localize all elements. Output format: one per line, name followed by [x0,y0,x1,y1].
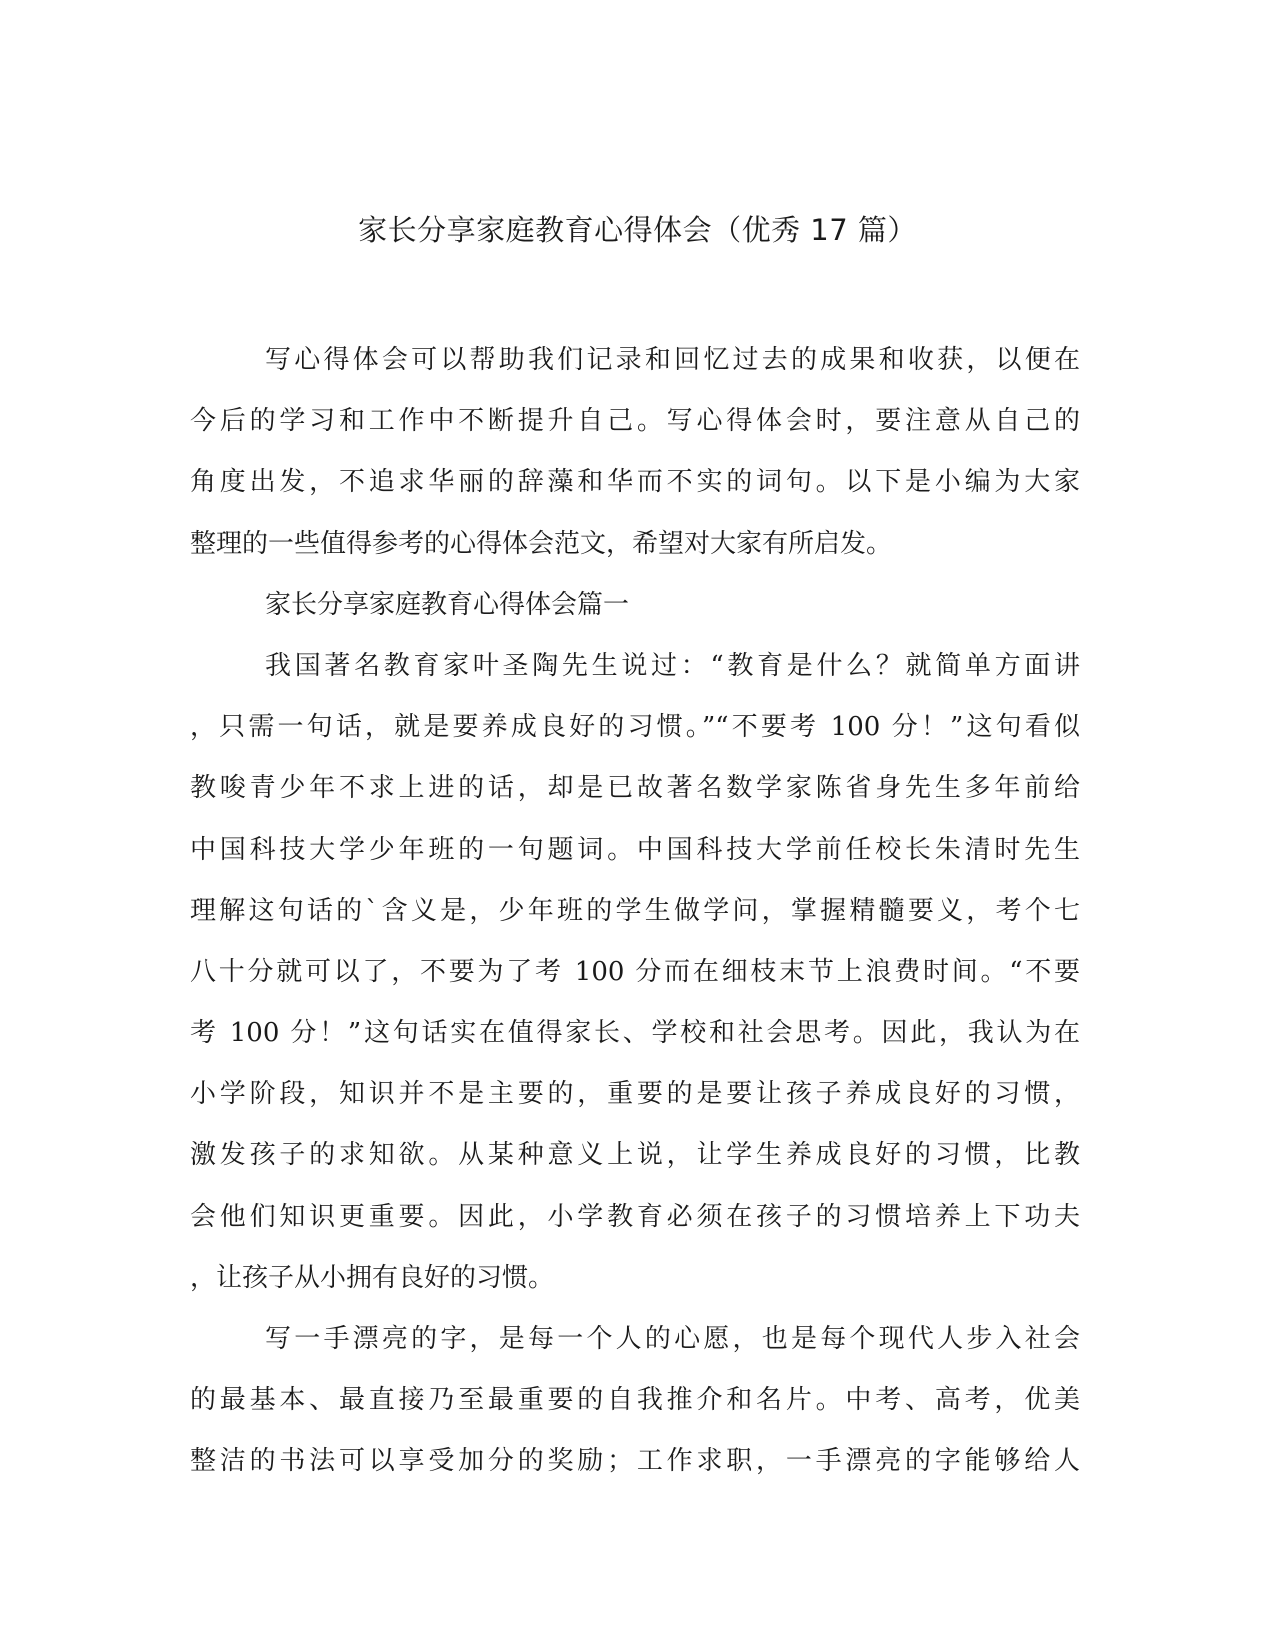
paragraph-line: 教唆青少年不求上进的话，却是已故著名数学家陈省身先生多年前给 [190,773,1080,804]
paragraph-line: 中国科技大学少年班的一句题词。中国科技大学前任校长朱清时先生 [190,834,1080,865]
paragraph-line: 小学阶段，知识并不是主要的，重要的是要让孩子养成良好的习惯， [190,1079,1080,1110]
paragraph-line: 考 100 分！”这句话实在值得家长、学校和社会思考。因此，我认为在 [190,1018,1080,1049]
paragraph-line: ，只需一句话，就是要养成良好的习惯。”“不要考 100 分！”这句看似 [190,712,1080,743]
paragraph-line: 会他们知识更重要。因此，小学教育必须在孩子的习惯培养上下功夫 [190,1201,1080,1232]
section-heading: 家长分享家庭教育心得体会篇一 [265,589,630,620]
paragraph-line: 角度出发，不追求华丽的辞藻和华而不实的词句。以下是小编为大家 [190,467,1080,498]
document-title: 家长分享家庭教育心得体会（优秀 17 篇） [358,213,917,247]
paragraph-line: 我国著名教育家叶圣陶先生说过：“教育是什么？就简单方面讲 [265,650,1080,681]
paragraph-line: 写一手漂亮的字，是每一个人的心愿，也是每个现代人步入社会 [265,1324,1080,1354]
paragraph-line: ，让孩子从小拥有良好的习惯。 [190,1262,555,1293]
paragraph-line: 理解这句话的`含义是，少年班的学生做学问，掌握精髓要义，考个七 [190,895,1080,926]
paragraph-line: 整洁的书法可以享受加分的奖励；工作求职，一手漂亮的字能够给人 [190,1446,1080,1477]
paragraph-line: 整理的一些值得参考的心得体会范文，希望对大家有所启发。 [190,528,893,559]
paragraph-line: 今后的学习和工作中不断提升自己。写心得体会时，要注意从自己的 [190,406,1080,437]
paragraph-line: 的最基本、最直接乃至最重要的自我推介和名片。中考、高考，优美 [190,1385,1080,1416]
document-body [190,330,1080,1493]
paragraph-line: 八十分就可以了，不要为了考 100 分而在细枝末节上浪费时间。“不要 [190,956,1080,987]
paragraph-line: 写心得体会可以帮助我们记录和回忆过去的成果和收获，以便在 [265,345,1080,375]
paragraph-line: 激发孩子的求知欲。从某种意义上说，让学生养成良好的习惯，比教 [190,1140,1080,1171]
